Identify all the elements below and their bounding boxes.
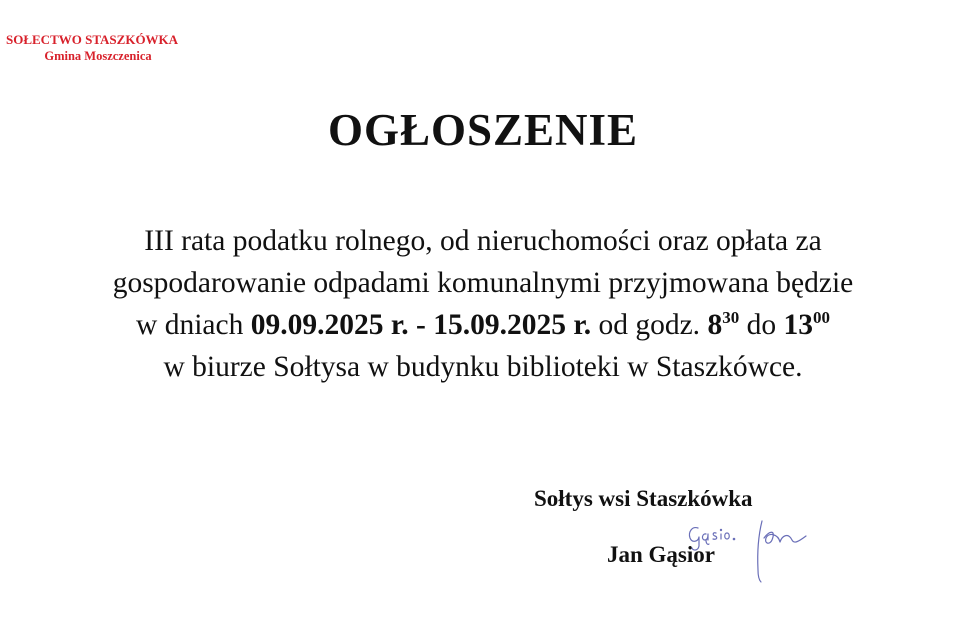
body-line-location: w biurze Sołtysa w budynku biblioteki w Staszkówce.: [163, 351, 803, 383]
signatory-name: Jan Gąsior: [607, 542, 715, 567]
commune-name: Gmina Moszczenica: [44, 49, 152, 63]
organization-name: SOŁECTWO STASZKÓWKA: [6, 32, 179, 47]
body-line-dates: [0, 304, 966, 346]
end-hour: 13: [783, 309, 813, 341]
start-minutes: 30: [722, 308, 740, 327]
end-minutes: 00: [812, 308, 830, 327]
signatory-role: Sołtys wsi Staszkówka: [534, 486, 753, 511]
hours-prefix: od godz.: [591, 309, 708, 341]
body-line-2: gospodarowanie odpadami komunalnymi przyjmowana będzie: [112, 267, 854, 299]
body-line-1: III rata podatku rolnego, od nieruchomości oraz opłata za: [144, 225, 822, 257]
hours-to: do: [739, 309, 784, 341]
dates-prefix: w dniach: [136, 309, 251, 341]
page-title: OGŁOSZENIE: [327, 105, 639, 155]
start-hour: 8: [707, 309, 723, 341]
date-range: 09.09.2025 r. - 15.09.2025 r.: [250, 309, 592, 341]
announcement-body: [0, 220, 966, 388]
letterhead: [6, 31, 196, 65]
handwritten-signature-icon: [686, 518, 836, 588]
